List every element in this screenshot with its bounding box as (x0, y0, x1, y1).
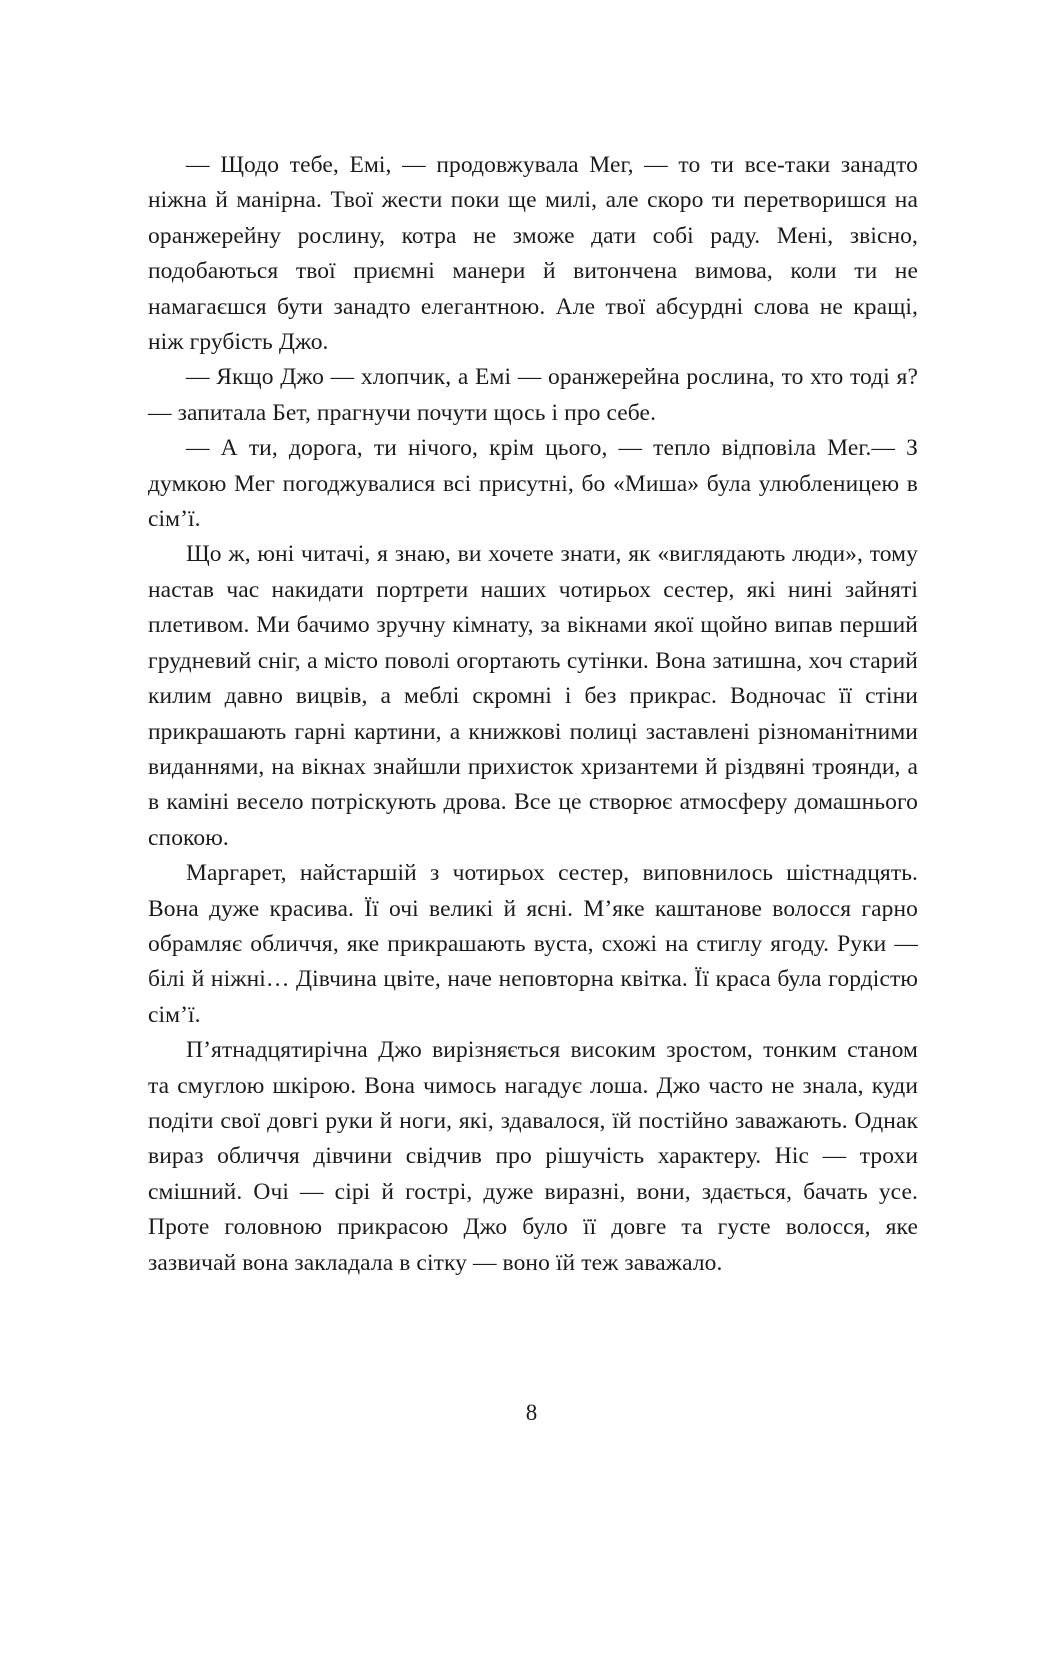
paragraph: — Якщо Джо — хлопчик, а Емі — оранжерейна рослина, то хто тоді я? — запитала Бет, прагнучи почути щось і про себе. (148, 364, 918, 426)
paragraph: П’ятнадцятирічна Джо вирізняється високим зростом, тонким станом та смуглою шкірою. Вона чимось нагадує лоша. Джо часто не знала, куди подіти свої довгі руки й ноги, які, здавалося, їй постійно заважають. Однак вираз обличчя дівчини свідчив про рішучість характеру. Ніс — трохи смішний. Очі — сірі й гострі, дуже виразні, вони, здається, бачать усе. Проте головною прикрасою Джо було її довге та густе волосся, яке зазвичай вона закладала в сітку — воно їй теж заважало. (148, 1037, 918, 1276)
paragraph: Що ж, юні читачі, я знаю, ви хочете знати, як «виглядають люди», тому настав час накидати портрети наших чотирьох сестер, які нині зайняті плетивом. Ми бачимо зручну кімнату, за вікнами якої щойно випав перший грудневий сніг, а місто поволі огортають сутінки. Вона затишна, хоч старий килим давно вицвів, а меблі скромні і без прикрас. Водночас її стіни прикрашають гарні картини, а книжкові полиці заставлені різноманітними виданнями, на вікнах знайшли прихисток хризантеми й різдвяні троянди, а в каміні весело потріскують дрова. Все це створює атмосферу домашнього спокою. (148, 541, 918, 851)
page-text (148, 148, 918, 1281)
paragraph: — А ти, дорога, ти нічого, крім цього, — тепло відповіла Мег.— З думкою Мег погоджувалися всі присутні, бо «Миша» була улюбленицею в сім’ї. (148, 435, 918, 533)
paragraph: Маргарет, найстаршій з чотирьох сестер, виповнилось шістнадцять. Вона дуже красива. Її очі великі й ясні. М’яке каштанове волосся гарно обрамляє обличчя, яке прикрашають вуста, схожі на стиглу ягоду. Руки — білі й ніжні… Дівчина цвіте, наче неповторна квітка. Її краса була гордістю сім’ї. (148, 860, 918, 1028)
page-number: 8 (525, 1400, 538, 1425)
paragraph: — Щодо тебе, Емі, — продовжувала Мег, — то ти все-таки занадто ніжна й манірна. Твої жести поки ще милі, але скоро ти перетворишся на оранжерейну рослину, котра не зможе дати собі раду. Мені, звісно, подобаються твої приємні манери й витончена вимова, коли ти не намагаєшся бути занадто елегантною. Але твої абсурдні слова не кращі, ніж грубість Джо. (148, 152, 918, 356)
